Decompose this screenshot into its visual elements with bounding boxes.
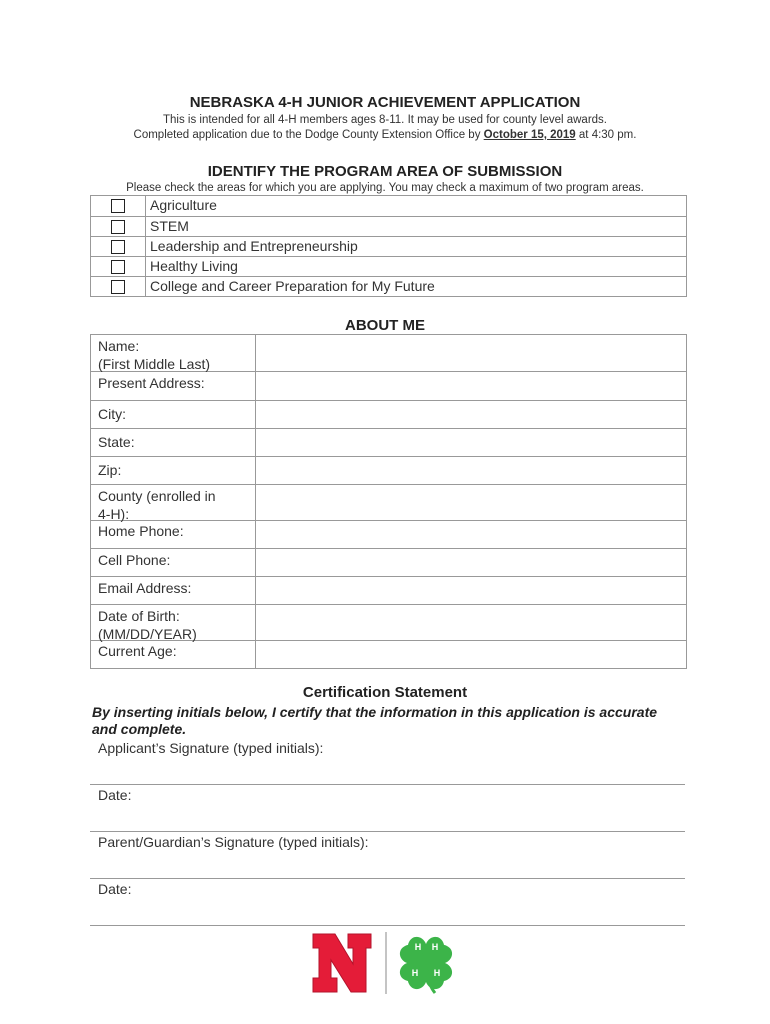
divider <box>90 925 685 926</box>
program-area-table <box>90 195 687 297</box>
cell-phone-input[interactable] <box>256 549 686 576</box>
eligibility-note: This is intended for all 4-H members ages 8-11. It may be used for county level awards. <box>162 114 608 126</box>
current-age-label: Current Age: <box>91 641 256 668</box>
parent-signature-label: Parent/Guardian’s Signature (typed initials): <box>98 834 369 850</box>
email-label: Email Address: <box>91 577 256 604</box>
about-row <box>91 604 686 640</box>
program-row <box>91 276 686 296</box>
about-row <box>91 520 686 548</box>
program-label-agriculture: Agriculture <box>150 197 217 213</box>
present-address-label: Present Address: <box>91 372 256 400</box>
due-date-note <box>0 128 770 143</box>
parent-signature-input[interactable] <box>90 855 689 877</box>
state-input[interactable] <box>256 429 686 456</box>
program-row <box>91 256 686 276</box>
about-row <box>91 640 686 668</box>
about-row <box>91 335 686 371</box>
date-of-birth-input[interactable] <box>256 605 686 640</box>
current-age-input[interactable] <box>256 641 686 668</box>
program-label-healthy-living: Healthy Living <box>150 258 238 274</box>
about-row <box>91 484 686 520</box>
county-label: County (enrolled in 4-H): <box>91 485 256 520</box>
program-label-leadership: Leadership and Entrepreneurship <box>150 238 358 254</box>
due-date: October 15, 2019 <box>483 129 576 141</box>
email-input[interactable] <box>256 577 686 604</box>
certification-statement: By inserting initials below, I certify that the information in this application is accurate and complete. <box>92 704 658 737</box>
parent-date-label: Date: <box>98 881 132 897</box>
about-row <box>91 456 686 484</box>
applicant-date-input[interactable] <box>90 808 689 830</box>
stem-checkbox[interactable] <box>111 220 125 234</box>
certification-heading: Certification Statement <box>302 684 468 701</box>
city-label: City: <box>91 401 256 428</box>
program-row <box>91 236 686 256</box>
logo-bar <box>311 930 461 996</box>
divider <box>90 878 685 879</box>
applicant-signature-input[interactable] <box>90 762 689 784</box>
due-date-suffix: at 4:30 pm. <box>575 129 637 141</box>
leadership-checkbox[interactable] <box>111 240 125 254</box>
clover-4h-logo <box>393 930 459 996</box>
about-row <box>91 576 686 604</box>
program-label-college-career: College and Career Preparation for My Future <box>150 278 435 294</box>
program-area-instruction: Please check the areas for which you are applying. You may check a maximum of two program areas. <box>126 182 644 194</box>
home-phone-label: Home Phone: <box>91 521 256 548</box>
divider <box>90 784 685 785</box>
page-title: NEBRASKA 4-H JUNIOR ACHIEVEMENT APPLICATION <box>189 94 581 111</box>
about-me-heading: ABOUT ME <box>345 317 425 334</box>
about-row <box>91 548 686 576</box>
clover-letter: H <box>411 968 419 978</box>
healthy-living-checkbox[interactable] <box>111 260 125 274</box>
state-label: State: <box>91 429 256 456</box>
divider <box>90 831 685 832</box>
present-address-input[interactable] <box>256 372 686 400</box>
program-area-heading: IDENTIFY THE PROGRAM AREA OF SUBMISSION <box>207 163 563 180</box>
about-row <box>91 428 686 456</box>
home-phone-input[interactable] <box>256 521 686 548</box>
college-career-checkbox[interactable] <box>111 280 125 294</box>
about-me-table <box>90 334 687 669</box>
cell-phone-label: Cell Phone: <box>91 549 256 576</box>
program-row <box>91 196 686 216</box>
program-row <box>91 216 686 236</box>
clover-letter: H <box>431 942 439 952</box>
name-input[interactable] <box>256 335 686 371</box>
agriculture-checkbox[interactable] <box>111 199 125 213</box>
applicant-signature-label: Applicant’s Signature (typed initials): <box>98 740 324 756</box>
zip-input[interactable] <box>256 457 686 484</box>
zip-label: Zip: <box>91 457 256 484</box>
county-input[interactable] <box>256 485 686 520</box>
city-input[interactable] <box>256 401 686 428</box>
applicant-date-label: Date: <box>98 787 132 803</box>
due-date-prefix: Completed application due to the Dodge County Extension Office by <box>133 129 484 141</box>
parent-date-input[interactable] <box>90 902 689 924</box>
program-label-stem: STEM <box>150 218 189 234</box>
about-row <box>91 371 686 400</box>
date-of-birth-label: Date of Birth: (MM/DD/YEAR) <box>91 605 256 640</box>
name-label: Name: (First Middle Last) <box>91 335 256 371</box>
about-row <box>91 400 686 428</box>
clover-letter: H <box>414 942 422 952</box>
clover-letter: H <box>433 968 441 978</box>
